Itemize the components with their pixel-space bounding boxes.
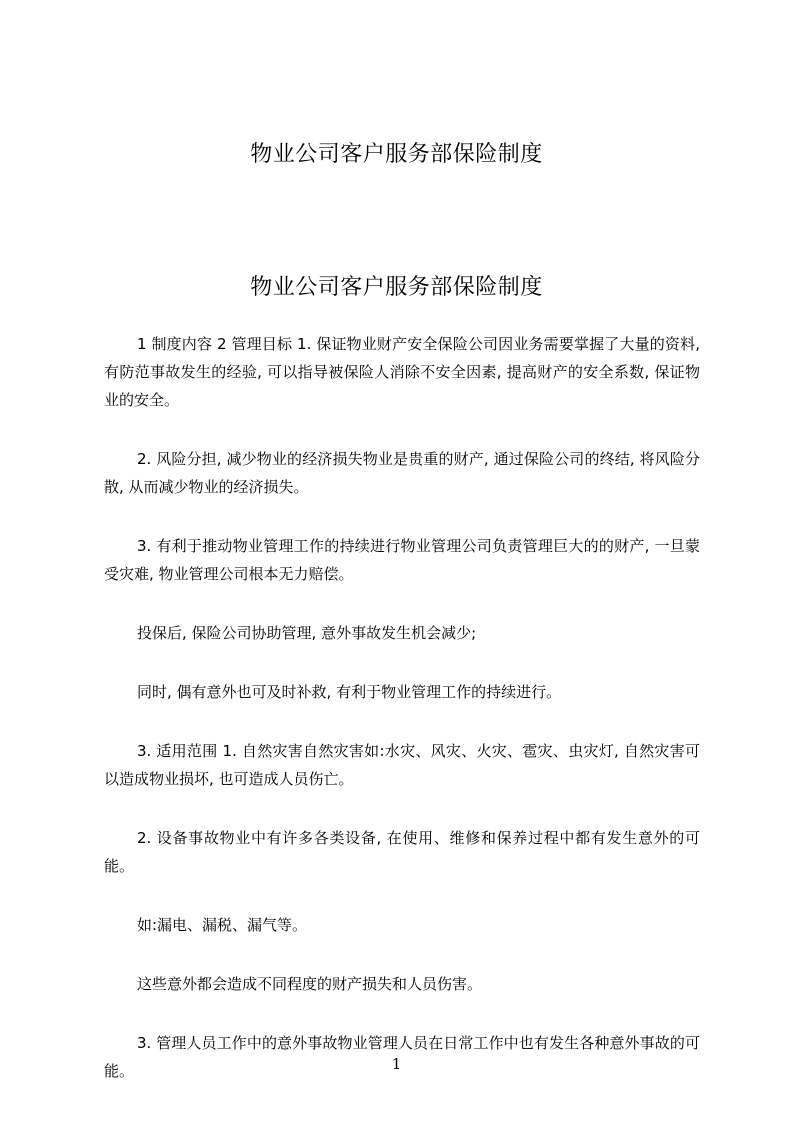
- paragraph-6: 3. 适用范围 1. 自然灾害自然灾害如:水灾、风灾、火灾、雹灾、虫灾灯, 自然灾害可以造成物业损坏, 也可造成人员伤亡。: [104, 742, 700, 788]
- document-body: [104, 330, 700, 1116]
- paragraph-4: 投保后, 保险公司协助管理, 意外事故发生机会减少;: [137, 624, 477, 642]
- paragraph-2: 2. 风险分担, 减少物业的经济损失物业是贵重的财产, 通过保险公司的终结, 将风险分散, 从而减少物业的经济损失。: [104, 450, 700, 496]
- paragraph-10: 3. 管理人员工作中的意外事故物业管理人员在日常工作中也有发生各种意外事故的可能。: [104, 1034, 700, 1080]
- document-title: 物业公司客户服务部保险制度: [250, 275, 543, 300]
- paragraph-7: 2. 设备事故物业中有许多各类设备, 在使用、维修和保养过程中都有发生意外的可能。: [104, 829, 700, 875]
- paragraph-3: 3. 有利于推动物业管理工作的持续进行物业管理公司负责管理巨大的的财产, 一旦蒙受灾难, 物业管理公司根本无力赔偿。: [104, 537, 700, 583]
- paragraph-1: 1 制度内容 2 管理目标 1. 保证物业财产安全保险公司因业务需要掌握了大量的资料, 有防范事故发生的经验, 可以指导被保险人消除不安全因素, 提高财产的安全系数, 保证物业的安全。: [104, 335, 700, 409]
- paragraph-5: 同时, 偶有意外也可及时补救, 有利于物业管理工作的持续进行。: [137, 683, 562, 701]
- document-header-title: 物业公司客户服务部保险制度: [250, 142, 543, 167]
- page-number: 1: [391, 1055, 402, 1073]
- paragraph-8: 如:漏电、漏税、漏气等。: [137, 916, 308, 934]
- paragraph-9: 这些意外都会造成不同程度的财产损失和人员伤害。: [137, 975, 483, 993]
